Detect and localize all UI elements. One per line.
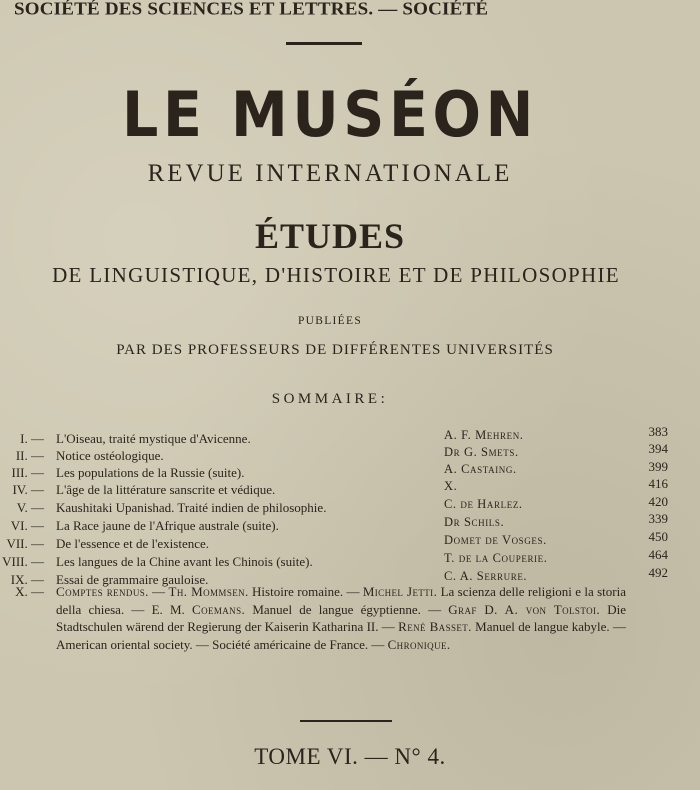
review-title-stadtschulen: Die Stadtschulen wärend der Regierung der Kaiserin Katharina II. — — [56, 601, 626, 634]
journal-subtitle: REVUE INTERNATIONALE — [147, 160, 513, 187]
toc-number: II. — — [15, 448, 44, 463]
header-rule — [286, 42, 362, 45]
toc-title: Notice ostéologique. — [56, 448, 164, 463]
toc-title: Essai de grammaire gauloise. — [56, 572, 209, 587]
comptes-sep: — — [148, 584, 169, 599]
toc-page-number: 339 — [648, 511, 668, 526]
etudes-heading: ÉTUDES — [254, 216, 406, 256]
tome-number: TOME VI. — N° 4. — [254, 744, 446, 769]
comptes-rendus-num: X. — — [15, 584, 44, 599]
author-jetti: Michel Jetti. — [362, 584, 438, 599]
society-header: SOCIÉTÉ DES SCIENCES ET LETTRES. — SOCIÉTÉ — [14, 0, 489, 20]
toc-author: A. Castaing. — [444, 462, 517, 476]
toc-author: C. de Harlez. — [444, 497, 523, 511]
toc-page-number: 383 — [648, 424, 668, 439]
toc-title: L'âge de la littérature sanscrite et védique. — [56, 482, 276, 497]
publiees-line: PUBLIÉES — [297, 315, 363, 327]
toc-title: L'Oiseau, traité mystique d'Avicenne. — [56, 431, 251, 446]
author-mommsen: Th. Mommsen. — [168, 584, 249, 599]
toc-number: IV. — — [12, 482, 44, 497]
review-title-manuel-egyptienne: Manuel de langue égyptienne. — — [245, 601, 449, 617]
review-title-scienza: La scienza delle religioni e la storia della chiesa. — E. M. — [56, 584, 627, 617]
toc-title: Les populations de la Russie (suite). — [56, 465, 245, 480]
toc-author: X. — [444, 479, 458, 493]
chronique-label: Chronique. — [387, 636, 451, 652]
author-tolstoi: Graf D. A. von Tolstoi. — [448, 601, 601, 617]
toc-author: Domet de Vosges. — [444, 533, 547, 547]
author-basset: René Basset. — [398, 619, 472, 634]
toc-title: La Race jaune de l'Afrique australe (suite). — [56, 518, 279, 533]
toc-page-number: 464 — [648, 547, 668, 562]
review-title-histoire: Histoire romaine. — — [248, 584, 363, 599]
toc-author: A. F. Mehren. — [444, 428, 524, 442]
professeurs-line: PAR DES PROFESSEURS DE DIFFÉRENTES UNIVERSITÉS — [116, 342, 554, 358]
toc-page-number: 450 — [648, 529, 668, 544]
toc-number: VI. — — [10, 518, 44, 533]
review-title-kabyle: Manuel de langue kabyle. — American oriental society. — Société américaine de France. — — [56, 619, 626, 652]
toc-author: Dr G. Smets. — [444, 445, 519, 459]
toc-title: Kaushitaki Upanishad. Traité indien de philosophie. — [56, 500, 327, 515]
toc-number: VIII. — — [2, 554, 44, 569]
toc-number: III. — — [11, 465, 44, 480]
journal-title: LE MUSÉON — [122, 78, 538, 151]
comptes-rendus-label: Comptes rendus. — [56, 584, 149, 599]
toc-author: Dr Schils. — [444, 515, 505, 529]
toc-page-number: 416 — [648, 476, 668, 491]
toc-author: T. de la Couperie. — [444, 551, 548, 565]
toc-page-number: 420 — [648, 494, 668, 509]
toc-author: C. A. Serrure. — [444, 569, 528, 583]
toc-title: De l'essence et de l'existence. — [56, 536, 210, 551]
author-coemans: Coemans. — [192, 601, 246, 617]
footer-rule — [300, 720, 392, 722]
toc-number: IX. — — [10, 572, 44, 587]
toc-number: VII. — — [6, 536, 44, 551]
toc-number: I. — — [20, 431, 44, 446]
toc-page-number: 394 — [648, 441, 668, 456]
toc-page-number: 399 — [648, 459, 668, 474]
sommaire-heading: SOMMAIRE: — [271, 391, 389, 407]
toc-page-number: 492 — [648, 565, 668, 580]
disciplines-line: DE LINGUISTIQUE, D'HISTOIRE ET DE PHILOSOPHIE — [52, 263, 620, 287]
toc-number: V. — — [16, 500, 44, 515]
toc-title: Les langues de la Chine avant les Chinois (suite). — [56, 554, 313, 569]
comptes-rendus-entry — [15, 583, 627, 653]
